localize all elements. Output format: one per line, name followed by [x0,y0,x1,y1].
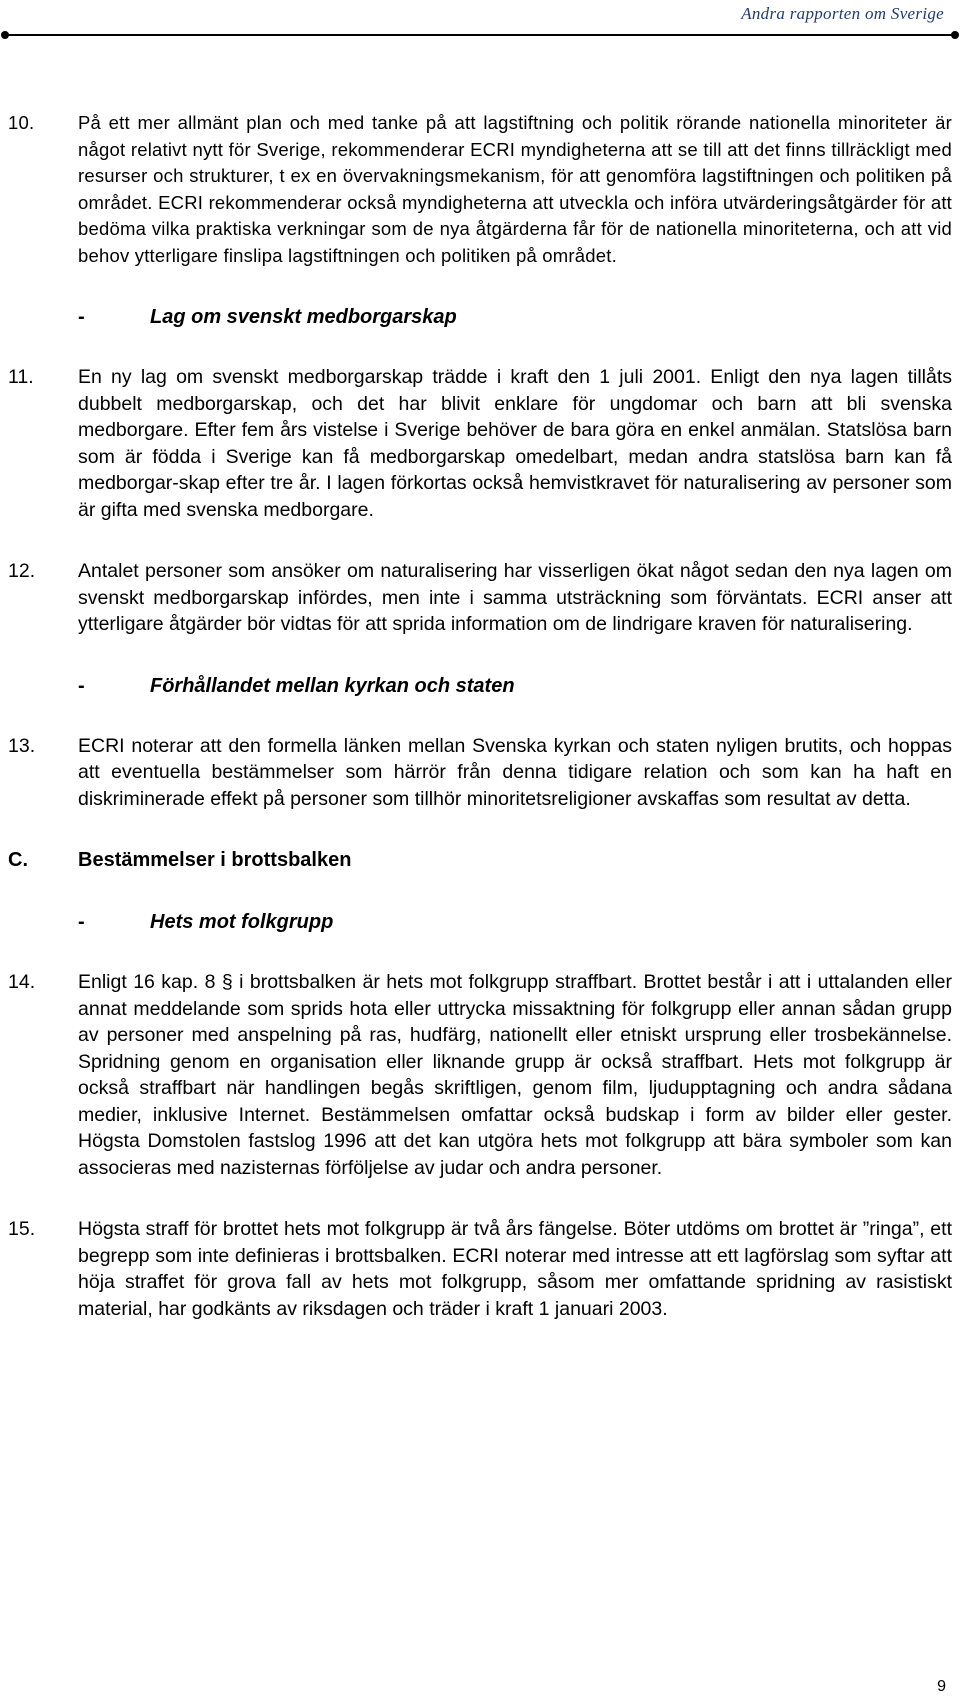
paragraph-number: 12. [8,560,36,582]
section-heading-c [8,847,952,873]
header-divider [4,34,956,36]
paragraph-text: ECRI noterar att den formella länken mellan Svenska kyrkan och staten nyligen brutits, och hoppas att eventuella bestämmelser som härrör från denna tidigare relation och som kan ha haft en diskriminerade effekt på personer som tillhör minoritetsreligioner avskaffas som resultat av detta. [78,734,952,810]
document-body [8,110,952,1357]
paragraph-11 [8,364,952,523]
paragraph-number: 13. [8,734,36,757]
paragraph-text: Enligt 16 kap. 8 § i brottsbalken är hets mot folkgrupp straffbart. Brottet består i att i uttalanden eller annat meddelande som sprids hota eller uttrycka missaktning för folkgrupp eller annan sådan grupp av personer med anspelning på ras, hudfärg, nationellt eller etniskt ursprung eller trosbekännelse. Spridning genom en organisation eller liknande grupp är också straffbart. Hets mot folkgrupp är också straffbart när handlingen begås skriftligen, genom film, ljudupptagning och andra sådana medier, inklusive Internet. Bestämmelsen omfattar också budskap i form av bilder eller gester. Högsta Domstolen fastslog 1996 att det kan utgöra hets mot folkgrupp att bära symboler som kan associeras med nazisternas förföljelse av judar och andra personer. [78,971,952,1179]
page-number: 9 [937,1678,946,1695]
heading-dash: - [78,911,85,933]
paragraph-number: 15. [8,1218,36,1240]
subheading-church-state [8,673,952,699]
paragraph-number: 14. [8,971,36,993]
section-title: Bestämmelser i brottsbalken [78,849,352,871]
heading-text: Förhållandet mellan kyrkan och staten [150,674,515,697]
paragraph-10 [8,110,952,269]
heading-text: Lag om svenskt medborgarskap [150,306,457,328]
subheading-citizenship-law [8,304,952,330]
heading-dash: - [78,674,85,697]
paragraph-12 [8,558,952,638]
paragraph-number: 11. [8,366,34,388]
paragraph-number: 10. [8,112,35,133]
paragraph-text: På ett mer allmänt plan och med tanke på att lagstiftning och politik rörande nationella minoriteter är något relativt nytt för Sverige, rekommenderar ECRI myndigheterna att se till att det finns tillräckligt med resurser och strukturer, t ex en övervakningsmekanism, för att genomföra lagstiftningen och politiken på området. ECRI rekommenderar också myndigheterna att utveckla och införa utvärderingsåtgärder för att bedöma vilka praktiska verkningar som de nya åtgärderna får för de nationella minoriteterna, och att vid behov ytterligare finslipa lagstiftningen och politiken på området. [78,112,952,266]
section-number: C. [8,849,28,871]
paragraph-13 [8,733,952,813]
paragraph-15 [8,1216,952,1322]
heading-text: Hets mot folkgrupp [150,911,334,933]
paragraph-text: Antalet personer som ansöker om naturalisering har visserligen ökat något sedan den nya lagen om svenskt medborgarskap infördes, men inte i samma utsträckning som förväntats. ECRI anser att ytterligare åtgärder bör vidtas för att sprida information om de lindrigare kraven för naturalisering. [78,560,952,635]
running-header-title: Andra rapporten om Sverige [741,4,944,23]
paragraph-text: En ny lag om svenskt medborgarskap trädde i kraft den 1 juli 2001. Enligt den nya lagen tillåts dubbelt medborgarskap, och det har blivit enklare för ungdomar och barn att bli svenska medborgare. Efter fem års vistelse i Sverige behöver de bara göra en enkel anmälan. Statslösa barn som är födda i Sverige kan få medborgarskap omedelbart, medan andra statslösa barn kan få medborgar-skap efter tre år. I lagen förkortas också hemvistkravet för naturalisering av personer som är gifta med svenska medborgare. [78,366,952,521]
paragraph-14 [8,969,952,1181]
paragraph-text: Högsta straff för brottet hets mot folkgrupp är två års fängelse. Böter utdöms om brottet är ”ringa”, ett begrepp som inte definieras i brottsbalken. ECRI noterar med intresse att ett lagförslag som syftar att höja straffet för grova fall av hets mot folkgrupp, såsom mer omfattande spridning av rasistiskt material, har godkänts av riksdagen och träder i kraft 1 januari 2003. [78,1218,952,1320]
subheading-hate-speech [8,909,952,935]
heading-dash: - [78,306,85,328]
